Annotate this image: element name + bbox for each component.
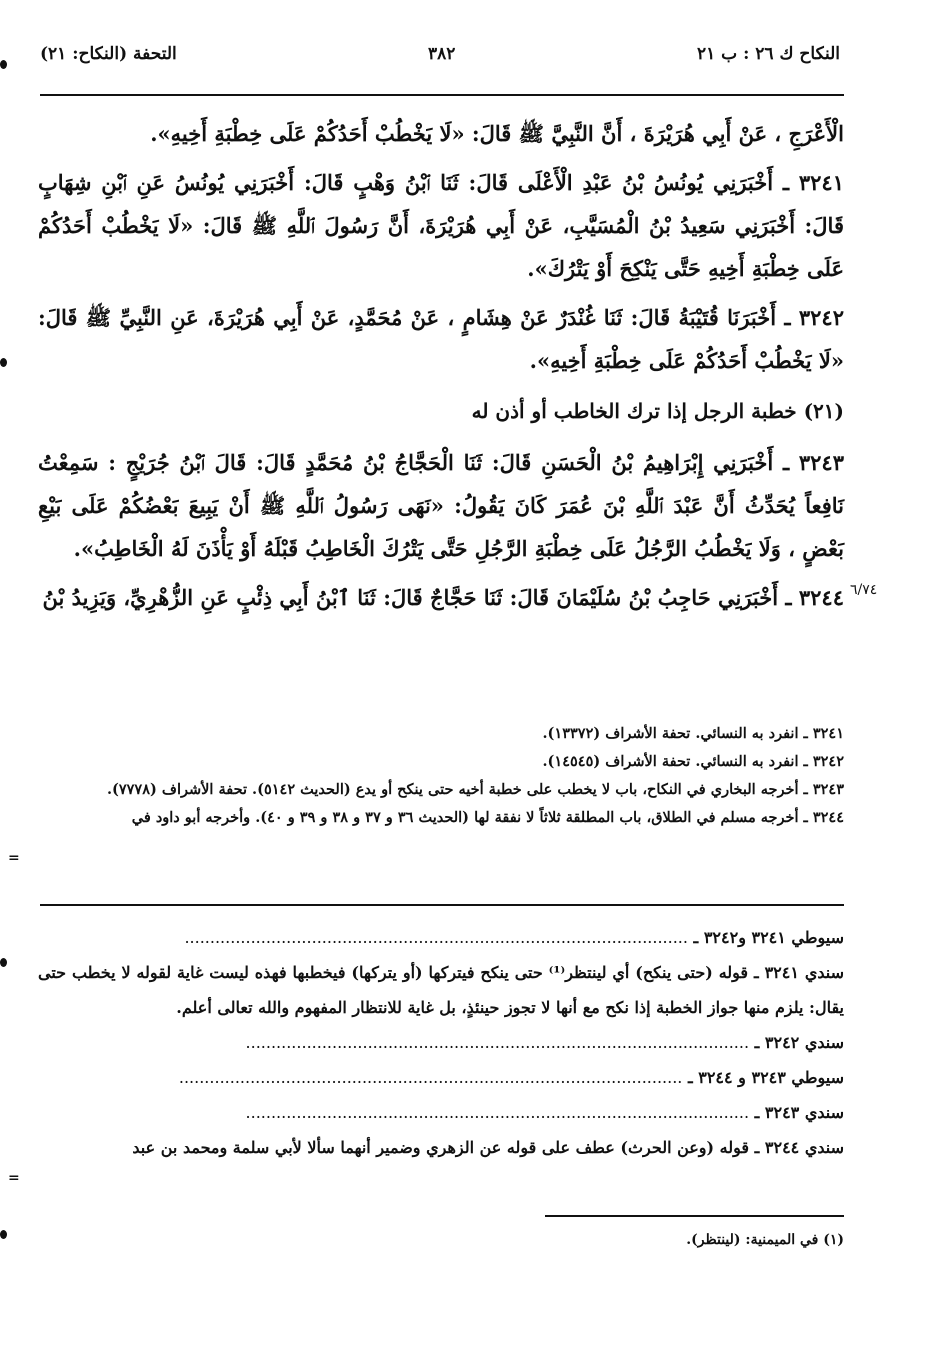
takhrij-note: ٣٢٤١ ـ انفرد به النسائي. تحفة الأشراف (١٣٣٧٢). [542,725,844,742]
scan-speck [0,1230,7,1239]
continuation-mark: = [8,850,20,866]
takhrij-note: ٣٢٤٢ ـ انفرد به النسائي. تحفة الأشراف (١٤٥٤٥). [542,753,844,770]
commentary-rule [40,904,844,906]
scan-speck [0,60,7,69]
commentary-label: سندي ٣٢٤٤ ـ [754,1138,844,1157]
header-tuhfa-ref: التحفة (النكاح: ٢١) [40,44,177,64]
commentary-label: سندي ٣٢٤٢ ـ [754,1033,844,1052]
commentary-label: سندي ٣٢٤١ ـ [753,963,845,982]
hadith-body [38,112,844,625]
commentary-label: سندي ٣٢٤٣ ـ [754,1103,844,1122]
header-rule [40,94,844,96]
commentary-text: قوله (وعن الحرث) عطف على قوله عن الزهري وضمير أنهما سألا لأبي سلمة ومحمد بن عبد [132,1138,750,1157]
scan-speck [0,358,7,367]
commentary-entry [38,1060,844,1095]
commentary-label: سيوطي ٣٢٤٣ و ٣٢٤٤ ـ [687,1068,844,1087]
commentary-entry [38,1095,844,1130]
continuation-mark: = [8,1170,20,1186]
takhrij-note: ٣٢٤٣ ـ أخرجه البخاري في النكاح، باب لا يخطب على خطبة أخيه حتى ينكح أو يدع (الحديث ٥١٤٢). تحفة الأشراف (٧٧٧٨). [106,781,844,798]
commentary-label: سيوطي ٣٢٤١ و٣٢٤٢ ـ [693,928,844,947]
commentary-section [38,920,844,1165]
takhrij-note: ٣٢٤٤ ـ أخرجه مسلم في الطلاق، باب المطلقة ثلاثاً لا نفقة لها (الحديث ٣٦ و ٣٧ و ٣٨ و ٣٩ و ٤٠). وأخرجه أبو داود في [131,809,844,826]
takhrij-notes [38,720,844,832]
commentary-dots: ................................................................................................... [245,1033,750,1052]
scan-speck [0,958,7,967]
header-chapter-ref: النكاح ك ٢٦ : ب ٢١ [696,44,840,64]
commentary-entry [38,920,844,955]
page-header [40,44,840,70]
page-number: ٣٨٢ [428,44,456,64]
footnote: (١) في الميمنية: (لينتظر). [686,1232,844,1248]
commentary-dots: ................................................................................................... [245,1103,750,1122]
hadith-paragraph: ٣٢٤١ ـ أَخْبَرَنِي يُونُسُ بْنُ عَبْدِ الْأَعْلَى قَالَ: ثَنَا ٱبْنُ وَهْبٍ قَالَ: أَخْبَرَنِي يُونُسُ عَنِ ٱبْنِ شِهَابٍ قَالَ: أَخْبَرَنِي سَعِيدُ بْنُ الْمُسَيَّبِ، عَنْ أَبِي هُرَيْرَةَ، أَنَّ رَسُولَ ٱللَّهِ ﷺ قَالَ: «لَا يَخْطُبْ أَحَدُكُمْ عَلَى خِطْبَةِ أَخِيهِ حَتَّى يَنْكِحَ أَوْ يَتْرُكَ». [38,170,844,281]
hadith-paragraph: الْأَعْرَجِ ، عَنْ أَبِي هُرَيْرَةَ ، أَنَّ النَّبِيَّ ﷺ قَالَ: «لَا يَخْطُبْ أَحَدُكُمْ عَلَى خِطْبَةِ أَخِيهِ». [150,121,844,146]
commentary-entry [38,1130,844,1165]
section-title: (٢١) خطبة الرجل إذا ترك الخاطب أو أذن له [471,399,844,423]
commentary-dots: ................................................................................................... [184,928,688,947]
commentary-dots: ................................................................................................... [178,1068,683,1087]
commentary-text: قوله (حتى ينكح) أي لينتظر⁽¹⁾ حتى ينكح فيتركها (أو يتركها) فيخطبها فهذه ليست غاية لقوله لا يخطب حتى يقال: يلزم منها جواز الخطبة إذا نكح مع أنها لا تجوز حينئذٍ، بل غاية للانتظار المفهوم والله تعالى أعلم. [38,963,844,1017]
hadith-paragraph: ٣٢٤٣ ـ أَخْبَرَنِي إِبْرَاهِيمُ بْنُ الْحَسَنِ قَالَ: ثَنَا الْحَجَّاجُ بْنُ مُحَمَّدٍ قَالَ: قَالَ ٱبْنُ جُرَيْجٍ : سَمِعْتُ نَافِعاً يُحَدِّثُ أَنَّ عَبْدَ ٱللَّهِ بْنَ عُمَرَ كَانَ يَقُولُ: «نَهَى رَسُولُ ٱللَّهِ ﷺ أَنْ يَبِيعَ بَعْضُكُمْ عَلَى بَيْعِ بَعْضٍ ، وَلَا يَخْطُبُ الرَّجُلُ عَلَى خِطْبَةِ الرَّجُلِ حَتَّى يَتْرُكَ الْخَاطِبُ قَبْلَهُ أَوْ يَأْذَنَ لَهُ الْخَاطِبُ». [38,450,844,561]
footnote-rule [545,1215,844,1217]
commentary-entry [38,955,844,1025]
hadith-paragraph: ٣٢٤٤ ـ أَخْبَرَنِي حَاجِبُ بْنُ سُلَيْمَانَ قَالَ: ثَنَا حَجَّاجٌ قَالَ: ثَنَا ٱبْنُ أَبِي ذِئْبٍ عَنِ الزُّهْرِيِّ، وَيَزِيدُ بْنُ [42,585,844,610]
commentary-entry [38,1025,844,1060]
hadith-paragraph: ٣٢٤٢ ـ أَخْبَرَنَا قُتَيْبَةُ قَالَ: ثَنَا غُنْدَرٌ عَنْ هِشَامٍ ، عَنْ مُحَمَّدٍ، عَنْ أَبِي هُرَيْرَةَ، عَنِ النَّبِيِّ ﷺ قَالَ: «لَا يَخْطُبْ أَحَدُكُمْ عَلَى خِطْبَةِ أَخِيهِ». [38,305,844,373]
margin-volume-page-note: ٦/٧٤ [850,582,878,598]
